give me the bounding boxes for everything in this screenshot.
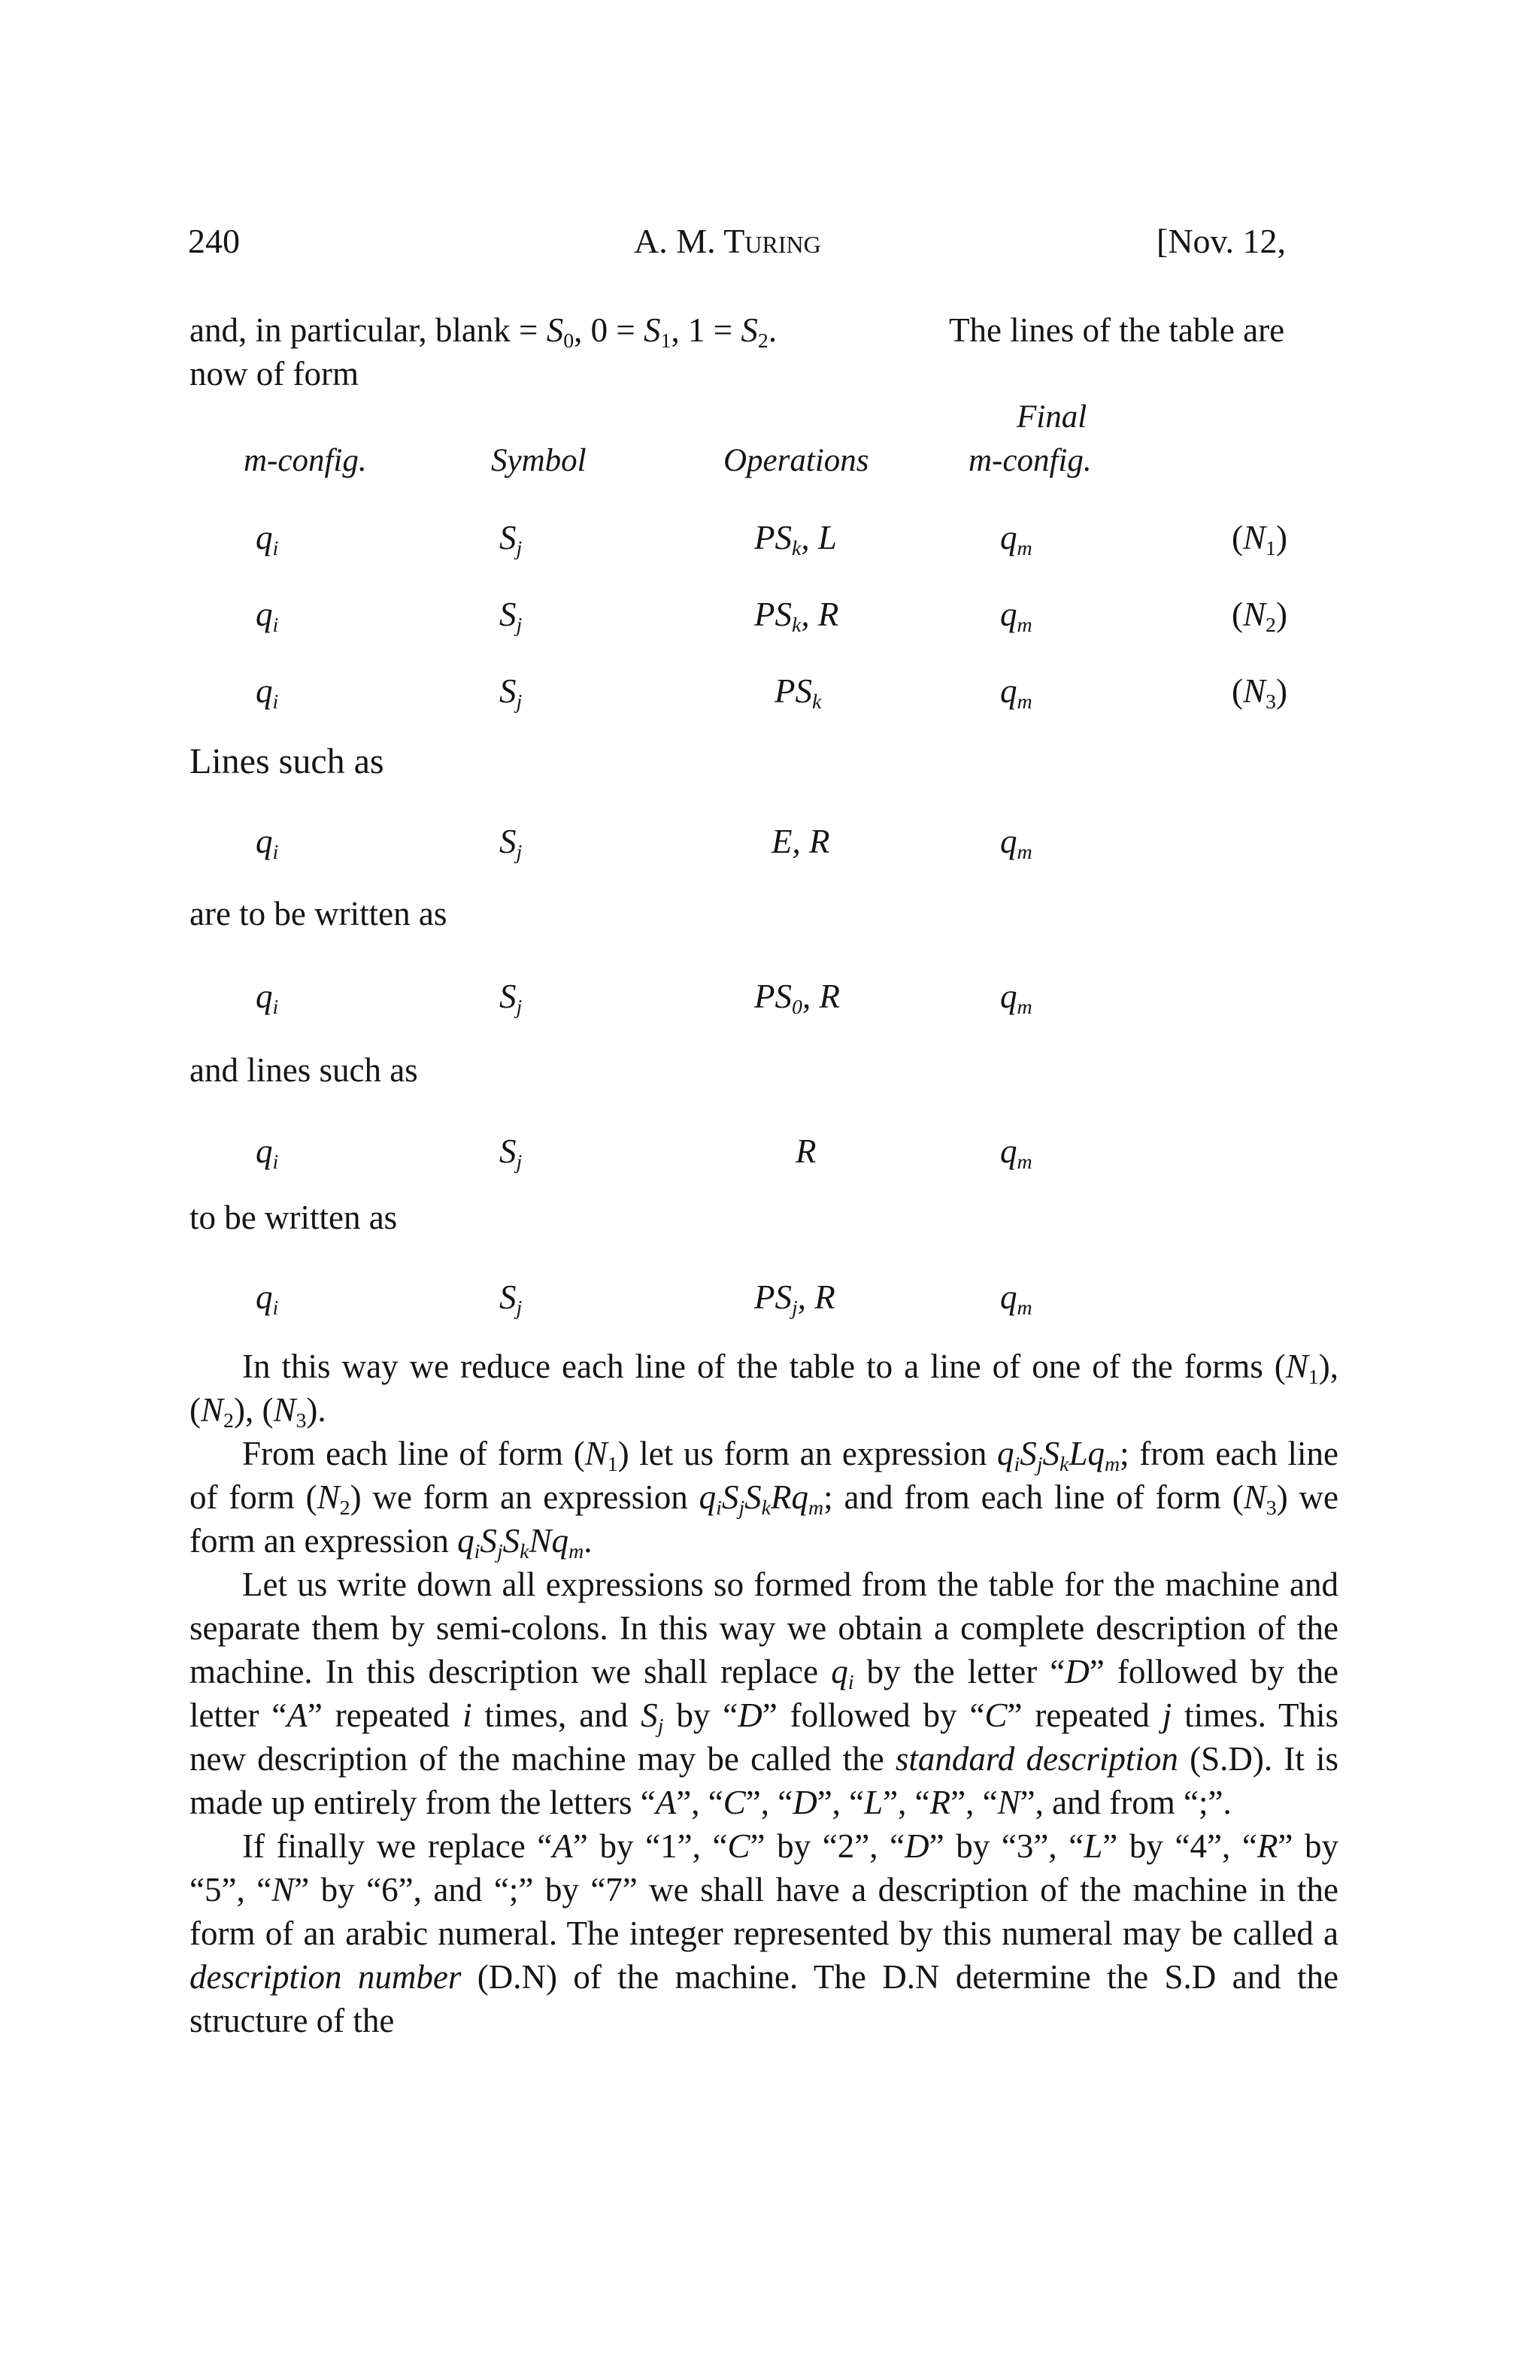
symbol-cell: $S_j$ — [499, 596, 523, 637]
text-are-to-be-written-as: are to be written as — [189, 895, 447, 932]
operations-cell: E, R — [772, 823, 830, 860]
form-tag: $(N_1)$ — [1232, 519, 1287, 560]
symbol-cell: $S_j$ — [499, 823, 523, 864]
final-cell: $q_m$ — [1000, 519, 1032, 560]
mconfig-cell: $q_i$ — [256, 1132, 279, 1174]
operations-cell: $PS_k$ — [775, 672, 822, 714]
symbol-cell: $S_j$ — [499, 1132, 523, 1174]
intro-line-1-tail: The lines of the table are — [949, 311, 1285, 349]
text-and-lines-such-as: and lines such as — [189, 1051, 418, 1089]
mconfig-cell: $q_i$ — [256, 519, 279, 560]
operations-cell: $PS_0$, R — [754, 978, 840, 1019]
paragraph-reduce-forms: In this way we reduce each line of the table to a line of one of the forms $(N_1)$, $(N_2)$, $(N_3)$. — [189, 1348, 1338, 1433]
paragraph-description-number: If finally we replace “A” by “1”, “C” by “2”, “D” by “3”, “L” by “4”, “R” by “5”, “N” by “6”, and “;” by “7” we shall have a description of the machine in the form of an arabic numeral. The integer represented by this numeral may be called a description number (D.N) of the machine. The D.N determine the S.D and the structure of the — [189, 1827, 1339, 2039]
mconfig-cell: $q_i$ — [256, 596, 279, 637]
intro-line-2: now of form — [189, 355, 359, 393]
symbol-cell: $S_j$ — [499, 519, 523, 560]
final-cell: $q_m$ — [1000, 672, 1032, 714]
symbol-cell: $S_j$ — [499, 978, 523, 1019]
paragraph-standard-description: Let us write down all expressions so formed from the table for the machine and separate them by semi-colons. In this way we obtain a complete description of the machine. In this description we shall replace $q_i$ by the letter “D” followed by the letter “A” repeated i times, and $S_j$ by “D” followed by “C” repeated j times. This new description of the machine may be called the standard description (S.D). It is made up entirely from the letters “A”, “C”, “D”, “L”, “R”, “N”, and from “;”. — [189, 1566, 1339, 1821]
text-to-be-written-as: to be written as — [189, 1199, 398, 1236]
operations-cell: $PS_k$, R — [754, 596, 839, 637]
symbol-cell: $S_j$ — [499, 1278, 523, 1320]
operations-cell: R — [796, 1132, 817, 1170]
body-text — [189, 1345, 1338, 2042]
column-header-mconfig: m-config. — [244, 443, 367, 478]
form-tag: $(N_2)$ — [1232, 596, 1287, 637]
running-head-author: A. M. Turing — [634, 222, 821, 260]
intro-line-1: and, in particular, blank = $S_0$, $0 = S_1$, $1 = S_2$. — [189, 311, 778, 353]
column-header-final-1: Final — [1017, 399, 1087, 435]
final-cell: $q_m$ — [1000, 1278, 1032, 1320]
final-cell: $q_m$ — [1000, 1132, 1032, 1174]
paragraph-form-expressions: From each line of form $(N_1)$ let us form an expression $q_iS_jS_kLq_m$; from each line of form $(N_2)$ we form an expression $q_iS_jS_kRq_m$; and from each line of form $(N_3)$ we form an expression $q_iS_jS_kNq_m$. — [189, 1435, 1338, 1563]
page-number: 240 — [188, 222, 240, 260]
operations-cell: $PS_j$, R — [754, 1278, 835, 1320]
mconfig-cell: $q_i$ — [256, 978, 279, 1019]
text-lines-such-as: Lines such as — [189, 741, 384, 781]
column-header-final-2: m-config. — [969, 443, 1092, 478]
column-header-operations: Operations — [723, 443, 869, 478]
form-tag: $(N_3)$ — [1232, 672, 1287, 714]
mconfig-cell: $q_i$ — [256, 672, 279, 714]
symbol-cell: $S_j$ — [499, 672, 523, 714]
column-header-symbol: Symbol — [491, 443, 587, 478]
mconfig-cell: $q_i$ — [256, 823, 279, 864]
final-cell: $q_m$ — [1000, 823, 1032, 864]
final-cell: $q_m$ — [1000, 978, 1032, 1019]
running-head-date: [Nov. 12, — [1157, 222, 1287, 260]
mconfig-cell: $q_i$ — [256, 1278, 279, 1320]
operations-cell: $PS_k$, L — [754, 519, 837, 560]
final-cell: $q_m$ — [1000, 596, 1032, 637]
